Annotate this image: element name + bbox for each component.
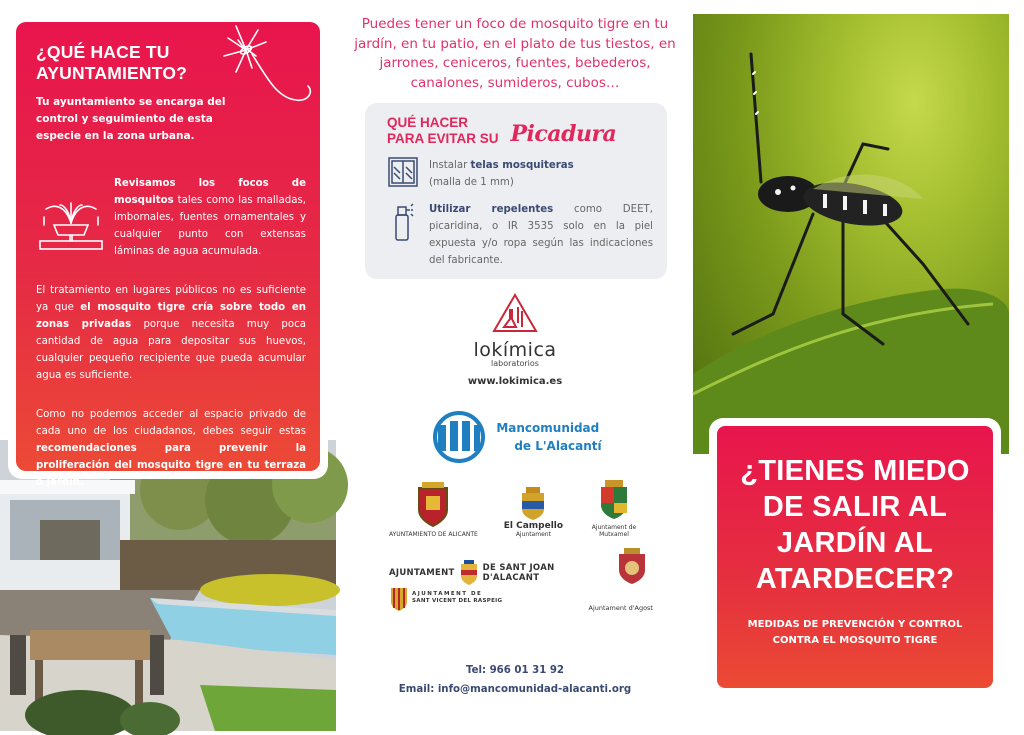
treatment-text: El tratamiento en lugares públicos no es suficiente ya que el mosquito tigre cría sobre todo en zonas privadas porque necesita muy poca cantidad de agua para depositar sus huevos, cualquier pequeño recipiente que pueda acumular agua es suficiente.: [36, 285, 306, 381]
mutxamel-logo: Ajuntament de Mutxamel: [589, 479, 639, 538]
middle-panel: [345, 0, 685, 731]
mancomunidad-region: de L'Alacantí: [514, 439, 602, 453]
agost-label: Ajuntament d'Agost: [588, 604, 653, 612]
email-address: Email: info@mancomunidad-alacanti.org: [398, 684, 632, 695]
prevention-script-title: Picadura: [510, 121, 617, 147]
council-logos-row-3: [345, 584, 685, 612]
lab-name: lokímica: [473, 339, 557, 361]
mancomunidad-emblem-icon: [428, 411, 490, 463]
phone-number: Tel: 966 01 31 92: [465, 665, 565, 676]
mosquito-illustration: [693, 14, 1009, 454]
review-text: Revisamos los focos de mosquitos tales como las malladas, imbornales, fuentes ornamentales y cualquier punto con extensas láminas de agua acumulada.: [114, 178, 306, 257]
alicante-logo: AYUNTAMIENTO DE ALICANTE: [389, 482, 478, 538]
municipality-intro: Tu ayuntamiento se encarga del control y seguimiento de esta especie en la zona urbana.: [36, 96, 226, 142]
window-screen-icon: [388, 157, 418, 187]
alicante-shield-icon: [416, 482, 450, 528]
mancomunidad-logo: [345, 411, 685, 463]
council-logos-row-1: [345, 479, 685, 538]
cover-card: [709, 418, 1001, 696]
mosquito-photo: [693, 14, 1009, 454]
council-logos-row-2: [345, 548, 685, 586]
mancomunidad-name: Mancomunidad: [496, 421, 600, 435]
lab-url: www.lokimica.es: [467, 376, 563, 387]
sant-joan-shield-icon: [459, 560, 479, 586]
municipality-heading: ¿QUÉ HACE TU AYUNTAMIENTO?: [36, 42, 188, 83]
contact-info: [345, 661, 685, 699]
breeding-sites-text: Puedes tener un foco de mosquito tigre en tu jardín, en tu patio, en el plato de tus tiestos, en jarrones, ceniceros, fuentes, bebederos, canalones, sumideros, cubos…: [354, 16, 676, 91]
municipality-card: [8, 14, 328, 488]
tip-repellent: Utilizar repelentes como DEET, picaridina, o IR 3535 solo en la piel expuesta y/o ropa según las indicaciones del fabricante.: [387, 201, 653, 269]
private-space-text: Como no podemos acceder al espacio privado de cada uno de los ciudadanos, debes seguir estas recomendaciones para prevenir la proliferación del mosquito tigre en tu terraza o jardín.: [36, 409, 306, 488]
mosquito-drawing-icon: [208, 20, 318, 120]
mutxamel-shield-icon: [598, 479, 630, 521]
sant-joan-logo: AJUNTAMENT DE SANT JOAN D'ALACANT: [389, 560, 555, 586]
agost-shield-icon: [615, 548, 649, 586]
prevention-box: [365, 103, 667, 279]
lab-flask-icon: [492, 293, 538, 333]
campello-logo: El Campello Ajuntament: [504, 487, 563, 538]
campello-shield-icon: [520, 487, 546, 521]
agost-logo: [615, 548, 649, 586]
sant-vicent-logo: AJUNTAMENT DE SANT VICENT DEL RASPEIG: [389, 584, 502, 612]
sant-vicent-shield-icon: [389, 584, 409, 612]
cover-subtitle: MEDIDAS DE PREVENCIÓN Y CONTROL CONTRA EL MOSQUITO TIGRE: [747, 619, 963, 646]
right-panel: [693, 0, 1024, 731]
tip-screens: Instalar telas mosquiteras (malla de 1 mm): [387, 157, 653, 191]
fountain-icon: [36, 195, 106, 255]
prevention-title: QUÉ HACER PARA EVITAR SU: [387, 115, 499, 146]
spray-repellent-icon: [392, 201, 414, 241]
cover-title: ¿TIENES MIEDO DE SALIR AL JARDÍN AL ATARDECER?: [740, 455, 970, 595]
lokimica-logo: [345, 293, 685, 387]
left-panel: [0, 0, 336, 731]
lab-subtitle: laboratorios: [491, 359, 539, 368]
